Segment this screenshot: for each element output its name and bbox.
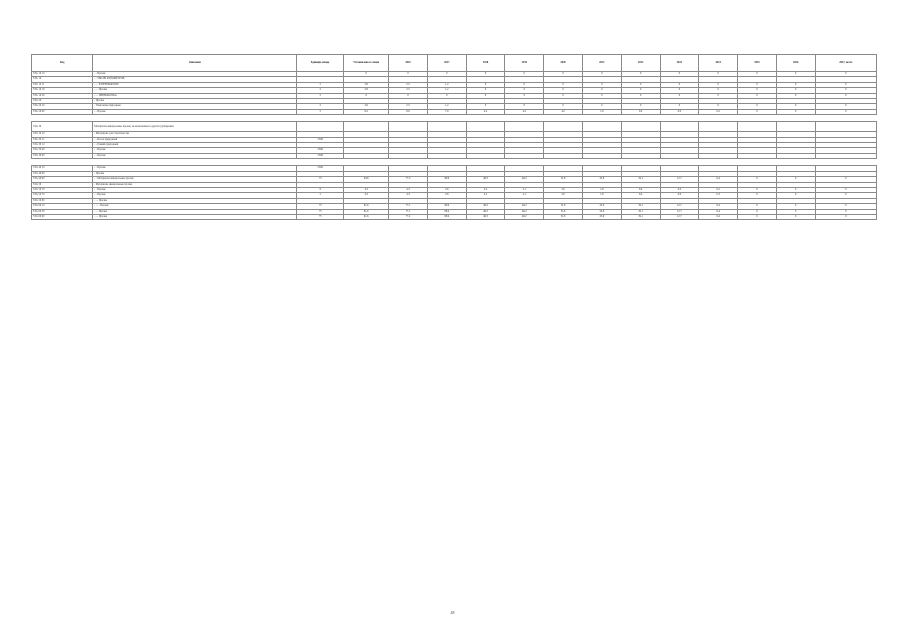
table-cell: 64.6: [344, 177, 389, 182]
table-cell: 0: [466, 104, 505, 109]
table-cell: 0: [389, 72, 428, 77]
table-cell: 0: [621, 72, 660, 77]
table-cell: 2.0: [544, 193, 583, 198]
table-cell: 4.3: [389, 187, 428, 192]
table-cell: 6.0: [389, 109, 428, 114]
table-cell: 0: [738, 88, 777, 93]
table-cell: 0: [621, 82, 660, 87]
table-row: [32, 159, 877, 166]
table-cell: [427, 122, 466, 132]
table-cell: [389, 115, 428, 122]
table-cell: [544, 122, 583, 132]
table-cell: 6: [297, 187, 344, 192]
table-cell: [544, 115, 583, 122]
row-code: STG 40 90: [32, 177, 93, 182]
column-header: 2019: [505, 55, 544, 72]
table-cell: USD: [297, 153, 344, 158]
table-cell: 2.8: [344, 82, 389, 87]
table-cell: 0: [699, 82, 738, 87]
table-cell: 77.1: [389, 204, 428, 209]
table-cell: 5: [297, 88, 344, 93]
table-cell: 0: [776, 193, 815, 198]
table-cell: 0: [815, 88, 876, 93]
table-cell: 77.2: [389, 214, 428, 219]
row-description: - - Прочие: [93, 109, 297, 114]
table-cell: 0: [466, 88, 505, 93]
table-cell: [621, 122, 660, 132]
row-code: STG 20: [32, 99, 93, 104]
row-code: STG 30: [32, 122, 93, 132]
column-header: Код: [32, 55, 93, 72]
table-cell: 46.3: [466, 209, 505, 214]
table-cell: [582, 115, 621, 122]
table-cell: 6.4: [699, 209, 738, 214]
row-description: - - Прочие: [93, 72, 297, 77]
table-cell: [776, 159, 815, 166]
table-cell: 0: [776, 214, 815, 219]
row-description: - - Гравий природный: [93, 143, 297, 148]
table-cell: 6.2: [344, 109, 389, 114]
row-code: STG 30 11: [32, 137, 93, 142]
table-cell: 0.0: [660, 187, 699, 192]
table-cell: 0: [815, 204, 876, 209]
table-cell: [660, 115, 699, 122]
table-cell: 6.4: [699, 177, 738, 182]
table-cell: [699, 122, 738, 132]
table-cell: 51.8: [544, 214, 583, 219]
row-description: - Материалы для строительства: [93, 132, 297, 137]
table-cell: 0: [738, 72, 777, 77]
row-code: STG 30 10: [32, 132, 93, 137]
column-header: 2026: [776, 55, 815, 72]
row-code: STG 60 30: [32, 209, 93, 214]
table-cell: 77.3: [389, 177, 428, 182]
table-cell: 0: [815, 193, 876, 198]
row-code: STG 40 00: [32, 171, 93, 176]
table-cell: 25.9: [582, 214, 621, 219]
table-cell: 0: [544, 72, 583, 77]
table-cell: [660, 122, 699, 132]
table-cell: 0: [660, 93, 699, 98]
table-cell: 80.9: [427, 209, 466, 214]
table-cell: 2.5: [389, 82, 428, 87]
row-code: STG 10 10: [32, 72, 93, 77]
row-description: - - - - Прочие: [93, 204, 297, 209]
table-row: [32, 122, 877, 132]
table-cell: 46.2: [505, 214, 544, 219]
table-cell: 0.0: [660, 109, 699, 114]
row-description: - - - В ПЕРЕРАБОТКЕ: [93, 82, 297, 87]
table-cell: 2.1: [505, 193, 544, 198]
table-cell: 0: [776, 204, 815, 209]
table-cell: [466, 122, 505, 132]
table-cell: 1.2: [427, 104, 466, 109]
row-code: STG 30 90: [32, 153, 93, 158]
row-description: - - - Прочие: [93, 88, 297, 93]
row-description: Материалы минеральные прочие, не включенные в другие группировки: [93, 122, 297, 132]
table-cell: 0: [738, 109, 777, 114]
column-header: Описание: [93, 55, 297, 72]
table-cell: 0: [776, 72, 815, 77]
table-cell: 0: [427, 93, 466, 98]
row-code: [32, 115, 93, 122]
table-cell: 6.4: [699, 214, 738, 219]
table-cell: [544, 159, 583, 166]
row-description: [93, 159, 297, 166]
table-cell: 0: [776, 93, 815, 98]
row-code: STG 10: [32, 77, 93, 82]
table-header-row: [32, 55, 877, 72]
table-cell: [815, 122, 876, 132]
table-cell: [738, 115, 777, 122]
row-code: STG 20 90: [32, 109, 93, 114]
table-cell: 12.7: [660, 177, 699, 182]
row-code: STG 60 90: [32, 214, 93, 219]
table-cell: 0: [815, 93, 876, 98]
table-cell: [466, 115, 505, 122]
table-cell: 5: [297, 193, 344, 198]
table-cell: 0: [621, 88, 660, 93]
table-cell: 4.2: [544, 109, 583, 114]
row-description: - - - Прочие: [93, 198, 297, 203]
row-code: STG 10 11: [32, 82, 93, 87]
row-description: - - Прочие: [93, 153, 297, 158]
row-code: STG 10 20: [32, 93, 93, 98]
table-cell: 0: [815, 82, 876, 87]
table-cell: 0: [389, 93, 428, 98]
table-cell: [344, 115, 389, 122]
table-cell: 0: [699, 88, 738, 93]
row-description: - - Прочие: [93, 166, 297, 171]
table-cell: 0: [505, 88, 544, 93]
table-cell: 0: [738, 209, 777, 214]
table-row: [32, 115, 877, 122]
table-cell: 0: [738, 193, 777, 198]
table-cell: 0: [776, 82, 815, 87]
table-cell: [776, 122, 815, 132]
table-cell: 0.4: [621, 187, 660, 192]
row-code: STG 60 10: [32, 204, 93, 209]
table-cell: 0: [815, 177, 876, 182]
table-cell: 0: [776, 209, 815, 214]
table-body: [32, 72, 877, 220]
table-cell: 0: [544, 93, 583, 98]
table-cell: 2.2: [466, 187, 505, 192]
table-cell: 75: [297, 204, 344, 209]
table-cell: 12.7: [660, 204, 699, 209]
table-cell: 75: [297, 177, 344, 182]
table-cell: 0: [544, 88, 583, 93]
column-header: 2016: [389, 55, 428, 72]
table-cell: 0: [466, 93, 505, 98]
table-cell: 0: [427, 72, 466, 77]
table-cell: [815, 159, 876, 166]
row-code: STG 20 10: [32, 104, 93, 109]
table-cell: 19.1: [621, 214, 660, 219]
table-cell: [582, 122, 621, 132]
table-cell: 2.6: [427, 187, 466, 192]
table-cell: 0: [776, 104, 815, 109]
table-cell: 7.0: [427, 109, 466, 114]
row-code: STG 40 10: [32, 166, 93, 171]
table-cell: [505, 159, 544, 166]
table-cell: 0: [738, 214, 777, 219]
table-cell: [344, 159, 389, 166]
row-description: [93, 115, 297, 122]
table-cell: 1.2: [427, 88, 466, 93]
table-cell: [582, 159, 621, 166]
table-cell: 61.6: [344, 204, 389, 209]
table-cell: 2.8: [344, 88, 389, 93]
table-cell: 0: [582, 104, 621, 109]
table-cell: 0: [815, 109, 876, 114]
row-code: STG 10 19: [32, 88, 93, 93]
table-cell: 0: [660, 72, 699, 77]
table-cell: 75: [297, 209, 344, 214]
table-cell: 0.2: [699, 109, 738, 114]
column-header: 2023: [660, 55, 699, 72]
table-cell: 0: [505, 82, 544, 87]
table-cell: 0: [738, 104, 777, 109]
table-cell: [344, 122, 389, 132]
row-description: - - Прочие: [93, 187, 297, 192]
table-cell: [776, 115, 815, 122]
column-header: Установлено в сезоне: [344, 55, 389, 72]
table-cell: 0: [815, 187, 876, 192]
table-cell: 0: [738, 93, 777, 98]
table-cell: USD: [297, 166, 344, 171]
table-cell: 25.9: [582, 209, 621, 214]
table-cell: 46.3: [466, 177, 505, 182]
table-cell: 0: [544, 82, 583, 87]
table-cell: 0: [505, 72, 544, 77]
row-description: - - - ПЕРЕРАБОТКА: [93, 93, 297, 98]
row-description: - - Песок природный: [93, 137, 297, 142]
table-cell: 19.1: [621, 209, 660, 214]
table-cell: 0.4: [621, 109, 660, 114]
column-header: Единица измер.: [297, 55, 344, 72]
table-cell: 51.8: [544, 177, 583, 182]
table-cell: 0: [466, 72, 505, 77]
table-cell: 12.7: [660, 214, 699, 219]
table-cell: 46.3: [466, 214, 505, 219]
table-cell: 0: [738, 177, 777, 182]
table-cell: 46.2: [505, 204, 544, 209]
table-cell: 0: [815, 214, 876, 219]
table-cell: 19.1: [621, 177, 660, 182]
table-cell: 0.3: [699, 193, 738, 198]
table-cell: 0: [582, 93, 621, 98]
table-cell: [389, 159, 428, 166]
table-cell: 0: [815, 72, 876, 77]
table-cell: 4.2: [466, 109, 505, 114]
table-cell: 2.5: [389, 104, 428, 109]
table-cell: 46.2: [505, 177, 544, 182]
table-cell: USD: [297, 137, 344, 142]
table-cell: [297, 159, 344, 166]
table-cell: 0: [544, 104, 583, 109]
table-cell: [815, 115, 876, 122]
table-cell: 0: [815, 209, 876, 214]
table-cell: 19.1: [621, 204, 660, 209]
table-cell: 25.9: [582, 177, 621, 182]
table-cell: 1.8: [582, 187, 621, 192]
column-header: 2018: [466, 55, 505, 72]
table-cell: [505, 115, 544, 122]
column-header: 2027, всего: [815, 55, 876, 72]
table-cell: 2.6: [344, 104, 389, 109]
row-description: - Прочие: [93, 99, 297, 104]
column-header: 2024: [699, 55, 738, 72]
table-cell: 0: [738, 187, 777, 192]
table-cell: 4.3: [344, 187, 389, 192]
row-description: - - Прочие: [93, 148, 297, 153]
row-description: - - - Прочие: [93, 214, 297, 219]
table-cell: 0: [738, 82, 777, 87]
table-cell: 5: [297, 104, 344, 109]
row-code: [32, 159, 93, 166]
table-cell: 1.8: [582, 193, 621, 198]
row-description: - - - Прочие: [93, 209, 297, 214]
table-cell: 2.1: [505, 187, 544, 192]
table-cell: [660, 159, 699, 166]
table-cell: 77.1: [389, 209, 428, 214]
row-code: STG 50 79: [32, 193, 93, 198]
table-cell: 2.0: [544, 187, 583, 192]
table-cell: 0: [582, 82, 621, 87]
table-cell: 0: [582, 72, 621, 77]
table-cell: [621, 159, 660, 166]
table-cell: [505, 122, 544, 132]
table-cell: 80.9: [427, 177, 466, 182]
row-description: - - Материалы минеральные прочие: [93, 177, 297, 182]
table-cell: 0: [738, 204, 777, 209]
column-header: 2017: [427, 55, 466, 72]
column-header: 2021: [582, 55, 621, 72]
row-description: - - ТЫСЯЧ КУБОМЕТРОВ: [93, 77, 297, 82]
table-cell: 61.6: [344, 209, 389, 214]
table-cell: 25.9: [582, 204, 621, 209]
table-cell: 75: [297, 214, 344, 219]
row-code: STG 30 12: [32, 143, 93, 148]
table-cell: 0: [582, 88, 621, 93]
table-cell: 0: [660, 104, 699, 109]
table-cell: 1.2: [427, 82, 466, 87]
table-cell: [466, 159, 505, 166]
table-cell: [297, 122, 344, 132]
column-header: 2022: [621, 55, 660, 72]
table-cell: 0: [699, 104, 738, 109]
table-cell: [738, 122, 777, 132]
table-cell: [389, 122, 428, 132]
table-cell: 0: [660, 82, 699, 87]
column-header: 2020: [544, 55, 583, 72]
table-cell: 0: [344, 93, 389, 98]
column-header: 2025: [738, 55, 777, 72]
table-cell: 0: [776, 109, 815, 114]
table-row: [32, 214, 877, 219]
table-cell: 0: [776, 88, 815, 93]
table-cell: 6.4: [699, 204, 738, 209]
table-cell: 0.0: [660, 193, 699, 198]
table-cell: [699, 159, 738, 166]
table-cell: 0: [466, 82, 505, 87]
table-cell: 0: [505, 93, 544, 98]
table-cell: [621, 115, 660, 122]
table-cell: 5: [297, 93, 344, 98]
table-cell: 61.6: [344, 214, 389, 219]
table-cell: 0: [699, 93, 738, 98]
table-cell: 0: [699, 72, 738, 77]
table-cell: 80.9: [427, 204, 466, 209]
table-cell: 2.6: [427, 193, 466, 198]
table-cell: 4.2: [505, 109, 544, 114]
table-cell: 0: [815, 104, 876, 109]
table-cell: [427, 159, 466, 166]
row-code: STG 50 70: [32, 187, 93, 192]
row-description: - Прочие: [93, 171, 297, 176]
row-code: STG 30 40: [32, 148, 93, 153]
table-cell: [699, 115, 738, 122]
table-cell: 51.8: [544, 209, 583, 214]
table-cell: 1.8: [582, 109, 621, 114]
table-cell: 4.3: [389, 193, 428, 198]
table-cell: 5: [297, 82, 344, 87]
table-cell: 0: [776, 187, 815, 192]
table-cell: 12.7: [660, 209, 699, 214]
table-cell: 46.2: [505, 209, 544, 214]
table-cell: [738, 159, 777, 166]
table-cell: [297, 115, 344, 122]
table-cell: USD: [297, 148, 344, 153]
table-cell: 0: [344, 72, 389, 77]
table-cell: [427, 115, 466, 122]
row-code: STG 50 80: [32, 198, 93, 203]
data-table: [31, 54, 877, 220]
table-cell: 0.2: [699, 187, 738, 192]
table-cell: 0: [776, 177, 815, 182]
table-cell: 46.3: [466, 204, 505, 209]
row-description: - Глиноземы природные: [93, 104, 297, 109]
table-cell: 2.5: [389, 88, 428, 93]
table-cell: 0: [505, 104, 544, 109]
row-description: - - Прочие: [93, 193, 297, 198]
table-cell: 4.3: [344, 193, 389, 198]
table-cell: 0: [660, 88, 699, 93]
table-cell: 0.4: [621, 193, 660, 198]
table-cell: 0: [621, 93, 660, 98]
row-code: STG 50: [32, 182, 93, 187]
table-cell: 51.8: [544, 204, 583, 209]
table-cell: 80.9: [427, 214, 466, 219]
table-cell: 2.2: [466, 193, 505, 198]
page-number: 48: [450, 610, 455, 615]
table-cell: 0: [621, 104, 660, 109]
table-cell: 5: [297, 109, 344, 114]
row-description: - Материалы минеральные прочие: [93, 182, 297, 187]
